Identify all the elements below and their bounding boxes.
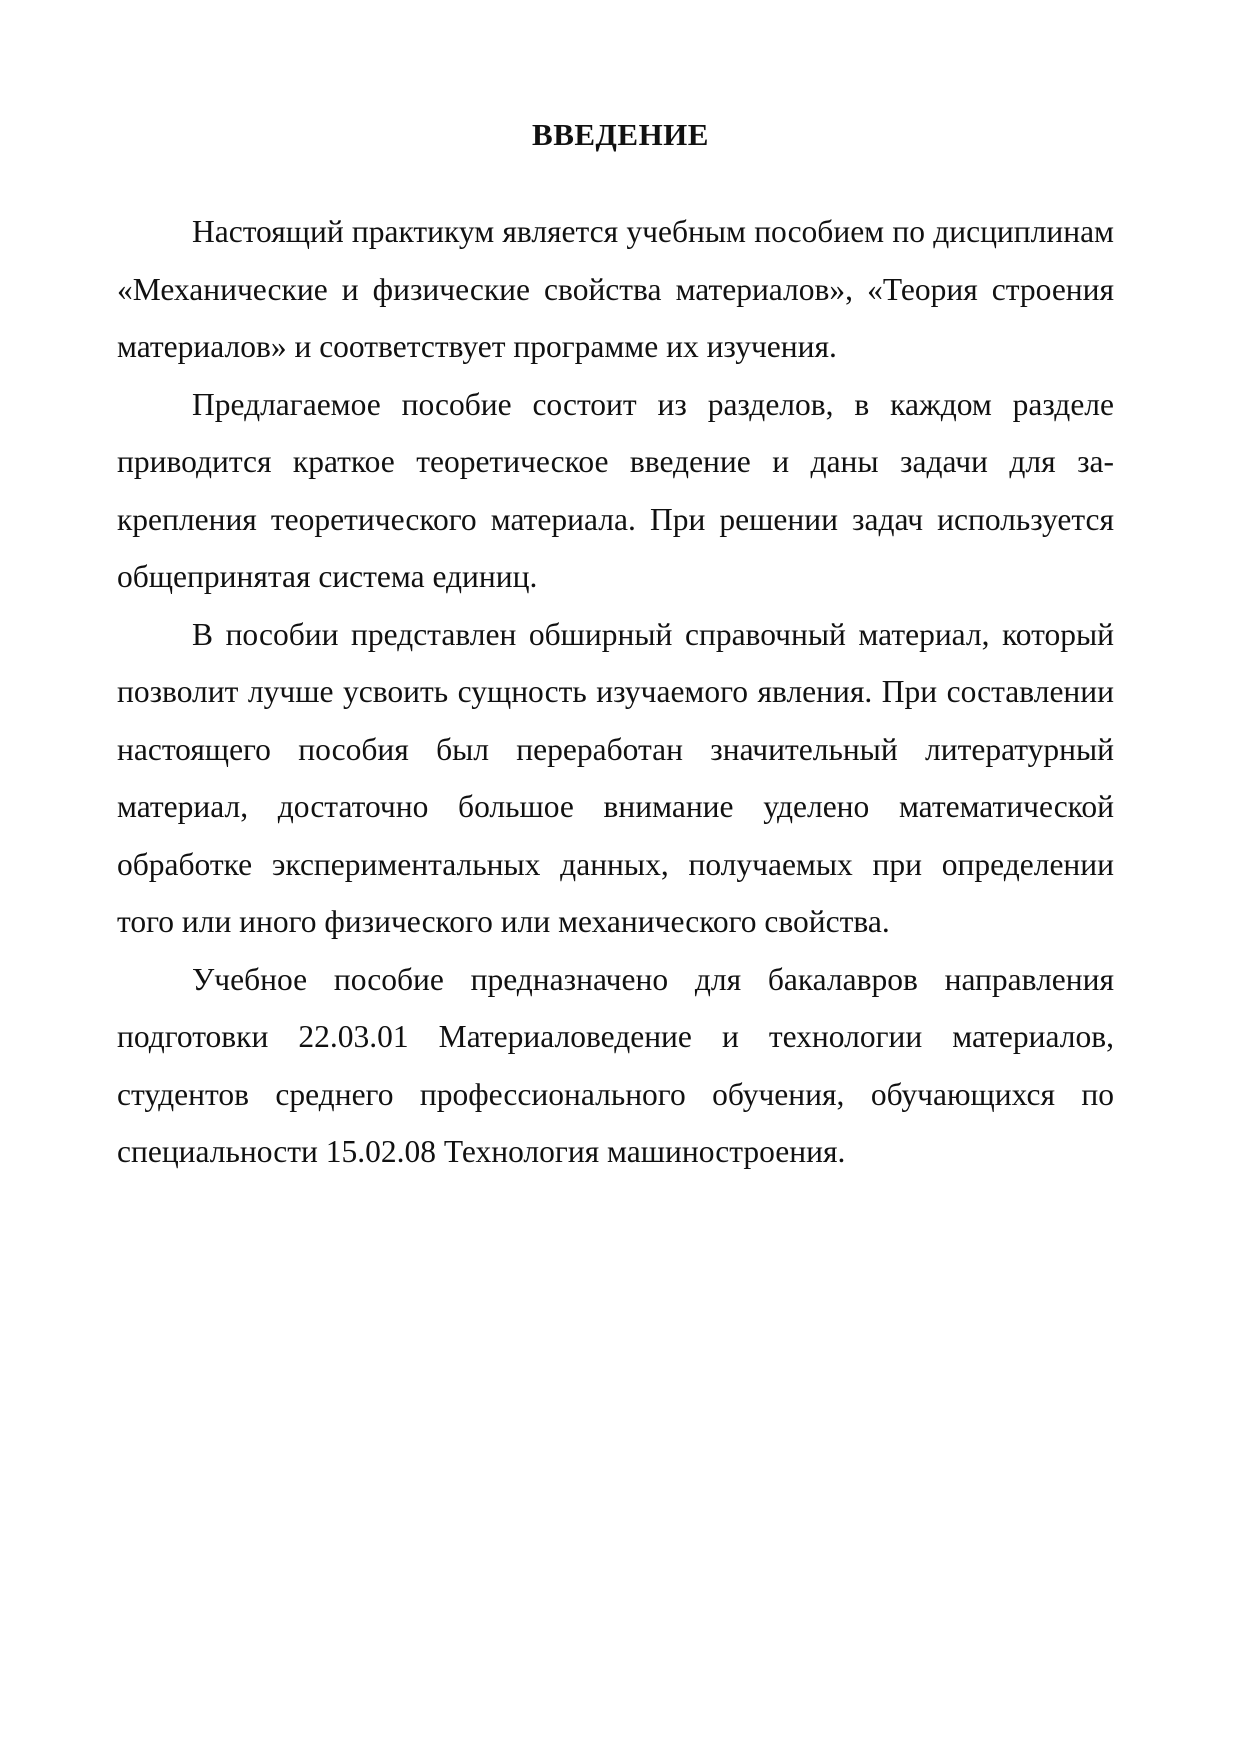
paragraph: Предлагаемое пособие состоит из разделов, в каждом разделе приводится краткое теоретическое введение и даны задачи для закрепления теоретического материала. При решении задач используется общепринятая система единиц. <box>117 386 1114 594</box>
paragraph: Учебное пособие предназначено для бакалавров направления подготовки 22.03.01 Материаловедение и технологии материалов, студентов среднего профессионального обучения, обучающихся по специальности 15.02.08 Технология машиностроения. <box>117 961 1114 1169</box>
page-title: ВВЕДЕНИЕ <box>532 117 709 152</box>
paragraph: Настоящий практикум является учебным пособием по дисциплинам «Механические и физические свойства материалов», «Теория строения материалов» и соответствует программе их изучения. <box>117 214 1114 364</box>
paragraph: В пособии представлен обширный справочный материал, который позволит лучше усвоить сущность изучаемого явления. При составлении настоящего пособия был переработан значительный литературный материал, достаточно большое внимание уделено математической обработке экспериментальных данных, получаемых при определении того или иного физического или механического свойства. <box>117 616 1114 939</box>
body-text <box>117 203 1114 1181</box>
